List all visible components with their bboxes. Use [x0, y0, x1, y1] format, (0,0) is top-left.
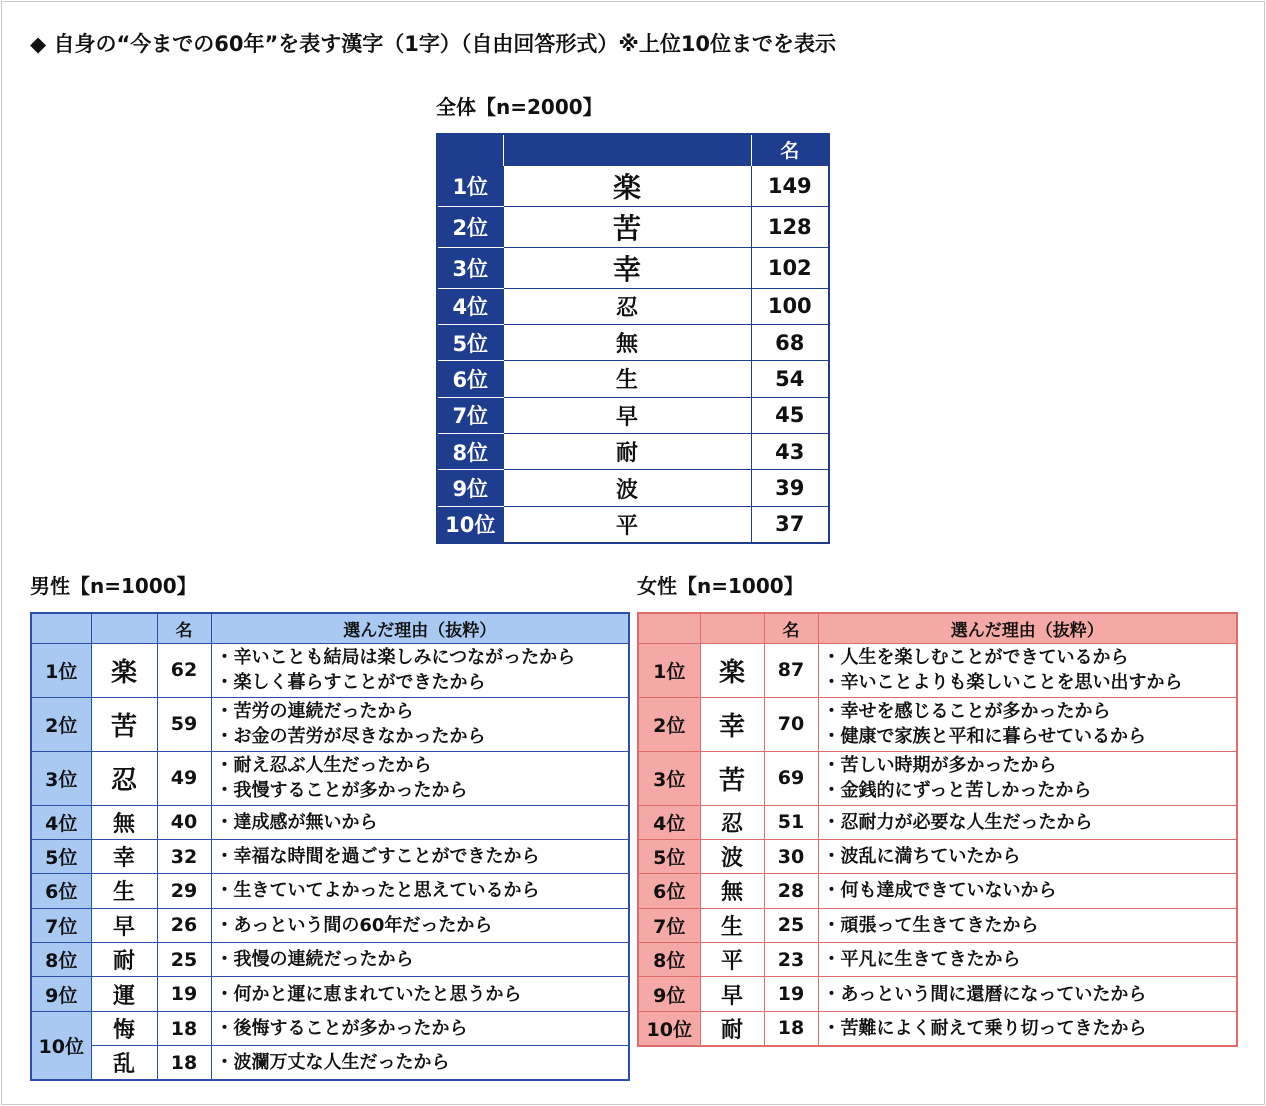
table-row	[437, 165, 829, 206]
reason-line: ・何も達成できていないから	[822, 880, 1057, 902]
kanji-cell: 波	[700, 839, 764, 873]
reason-line: ・金銭的にずっと苦しかったから	[822, 780, 1092, 801]
table-row	[437, 324, 829, 360]
table-row	[31, 839, 629, 873]
table-row	[638, 805, 1237, 839]
table-row	[437, 206, 829, 247]
reason-cell	[818, 751, 1237, 805]
reason-cell	[818, 1011, 1237, 1045]
page-title: ◆ 自身の“今までの60年”を表す漢字（1字）（自由回答形式）※上位10位までを表示	[30, 32, 837, 56]
reason-cell	[818, 977, 1237, 1011]
kanji-cell: 忍	[700, 805, 764, 839]
reason-header: 選んだ理由（抜粋）	[818, 613, 1237, 643]
reason-line: ・後悔することが多かったから	[215, 1018, 468, 1040]
rank-cell: 1位	[638, 643, 700, 697]
kanji-cell: 苦	[700, 751, 764, 805]
rank-cell: 2位	[437, 206, 503, 247]
kanji-cell: 平	[503, 506, 751, 542]
reason-line: ・我慢の連続だったから	[215, 949, 414, 971]
kanji-cell: 生	[91, 874, 157, 908]
reason-line: ・幸せを感じることが多かったから	[822, 701, 1111, 722]
kanji-cell: 早	[700, 977, 764, 1011]
table-row	[638, 1011, 1237, 1045]
kanji-cell: 忍	[503, 288, 751, 324]
table-row	[638, 874, 1237, 908]
table-row	[638, 977, 1237, 1011]
reason-line: ・頑張って生きてきたから	[822, 914, 1039, 936]
count-cell: 45	[751, 397, 829, 433]
count-header: 名	[157, 613, 211, 643]
kanji-cell: 幸	[91, 839, 157, 873]
table-row	[638, 643, 1237, 697]
count-cell: 68	[751, 324, 829, 360]
male-ranking-table	[30, 612, 630, 1081]
rank-cell: 3位	[437, 247, 503, 288]
kanji-header	[503, 134, 751, 165]
count-cell: 100	[751, 288, 829, 324]
reason-cell	[818, 943, 1237, 977]
kanji-cell: 生	[503, 361, 751, 397]
reason-cell	[211, 751, 629, 805]
kanji-cell: 運	[91, 977, 157, 1011]
reason-cell	[211, 1046, 629, 1080]
table-row	[638, 943, 1237, 977]
reason-line: ・辛いことも結局は楽しみにつながったから	[215, 647, 576, 668]
kanji-cell: 耐	[91, 943, 157, 977]
reason-cell	[211, 943, 629, 977]
reason-line: ・生きていてよかったと思えているから	[215, 880, 540, 902]
kanji-cell: 乱	[91, 1046, 157, 1080]
reason-cell	[211, 1011, 629, 1045]
count-cell: 37	[751, 506, 829, 542]
kanji-cell: 耐	[503, 434, 751, 470]
rank-cell: 1位	[437, 165, 503, 206]
count-cell: 32	[157, 839, 211, 873]
rank-cell: 3位	[638, 751, 700, 805]
table-row	[638, 697, 1237, 751]
kanji-cell: 楽	[700, 643, 764, 697]
rank-cell: 5位	[437, 324, 503, 360]
reason-line: ・苦難によく耐えて乗り切ってきたから	[822, 1017, 1147, 1039]
kanji-cell: 早	[91, 908, 157, 942]
reason-cell	[211, 977, 629, 1011]
kanji-cell: 忍	[91, 751, 157, 805]
table-row	[31, 697, 629, 751]
count-cell: 59	[157, 697, 211, 751]
count-cell: 54	[751, 361, 829, 397]
count-cell: 128	[751, 206, 829, 247]
reason-line: ・苦労の連続だったから	[215, 701, 414, 722]
count-cell: 30	[764, 839, 818, 873]
count-cell: 49	[157, 751, 211, 805]
rank-cell: 5位	[31, 839, 91, 873]
reason-cell	[211, 874, 629, 908]
rank-cell: 10位	[437, 506, 503, 542]
reason-cell	[211, 805, 629, 839]
rank-cell: 9位	[638, 977, 700, 1011]
reason-cell	[211, 697, 629, 751]
count-cell: 18	[764, 1011, 818, 1045]
count-cell: 39	[751, 470, 829, 506]
rank-cell: 4位	[437, 288, 503, 324]
rank-cell: 5位	[638, 839, 700, 873]
kanji-cell: 幸	[503, 247, 751, 288]
kanji-cell: 無	[91, 805, 157, 839]
rank-cell: 8位	[31, 943, 91, 977]
count-cell: 40	[157, 805, 211, 839]
rank-header	[638, 613, 700, 643]
reason-line: ・健康で家族と平和に暮らせているから	[822, 726, 1146, 747]
reason-line: ・幸福な時間を過ごすことができたから	[215, 846, 540, 868]
table-row	[437, 470, 829, 506]
table-row	[437, 247, 829, 288]
count-cell: 29	[157, 874, 211, 908]
reason-line: ・波瀾万丈な人生だったから	[215, 1052, 450, 1074]
table-row	[31, 805, 629, 839]
table-row	[437, 288, 829, 324]
rank-header	[437, 134, 503, 165]
count-cell: 25	[764, 908, 818, 942]
kanji-cell: 早	[503, 397, 751, 433]
count-cell: 43	[751, 434, 829, 470]
overall-ranking-table	[436, 133, 830, 544]
rank-cell: 9位	[31, 977, 91, 1011]
rank-cell: 6位	[638, 874, 700, 908]
reason-cell	[818, 643, 1237, 697]
reason-cell	[211, 643, 629, 697]
reason-cell	[211, 908, 629, 942]
table-row	[31, 1046, 629, 1080]
kanji-cell: 無	[700, 874, 764, 908]
reason-line: ・あっという間に還暦になっていたから	[822, 983, 1147, 1005]
kanji-header	[91, 613, 157, 643]
kanji-cell: 生	[700, 908, 764, 942]
count-cell: 62	[157, 643, 211, 697]
reason-line: ・苦しい時期が多かったから	[822, 755, 1057, 776]
reason-cell	[818, 908, 1237, 942]
reason-cell	[818, 839, 1237, 873]
reason-line: ・お金の苦労が尽きなかったから	[215, 726, 486, 747]
table-row	[31, 977, 629, 1011]
table-row	[31, 874, 629, 908]
count-header: 名	[764, 613, 818, 643]
kanji-cell: 耐	[700, 1011, 764, 1045]
reason-line: ・あっという間の60年だったから	[215, 914, 493, 936]
reason-line: ・辛いことよりも楽しいことを思い出すから	[822, 672, 1183, 693]
reason-line: ・楽しく暮らすことができたから	[215, 672, 486, 693]
reason-line: ・人生を楽しむことができているから	[822, 647, 1129, 668]
count-cell: 51	[764, 805, 818, 839]
rank-cell: 7位	[638, 908, 700, 942]
kanji-header	[700, 613, 764, 643]
count-cell: 19	[157, 977, 211, 1011]
rank-header	[31, 613, 91, 643]
table-row	[638, 839, 1237, 873]
male-caption: 男性【n=1000】	[30, 574, 197, 598]
reason-line: ・平凡に生きてきたから	[822, 949, 1021, 971]
rank-cell: 2位	[31, 697, 91, 751]
kanji-cell: 悔	[91, 1011, 157, 1045]
reason-cell	[818, 874, 1237, 908]
female-caption: 女性【n=1000】	[637, 574, 804, 598]
rank-cell: 1位	[31, 643, 91, 697]
rank-cell: 2位	[638, 697, 700, 751]
table-row	[437, 506, 829, 542]
table-row	[437, 434, 829, 470]
table-row	[437, 361, 829, 397]
overall-caption: 全体【n=2000】	[436, 95, 603, 119]
kanji-cell: 楽	[91, 643, 157, 697]
count-cell: 28	[764, 874, 818, 908]
reason-line: ・耐え忍ぶ人生だったから	[215, 755, 432, 776]
count-cell: 23	[764, 943, 818, 977]
kanji-cell: 苦	[503, 206, 751, 247]
rank-cell: 7位	[437, 397, 503, 433]
reason-line: ・忍耐力が必要な人生だったから	[822, 811, 1093, 833]
female-ranking-table	[637, 612, 1238, 1047]
reason-line: ・達成感が無いから	[215, 811, 378, 833]
table-row	[437, 397, 829, 433]
rank-cell: 8位	[437, 434, 503, 470]
rank-cell: 10位	[31, 1011, 91, 1080]
count-header: 名	[751, 134, 829, 165]
count-cell: 25	[157, 943, 211, 977]
rank-cell: 4位	[31, 805, 91, 839]
table-row	[31, 643, 629, 697]
count-cell: 26	[157, 908, 211, 942]
kanji-cell: 平	[700, 943, 764, 977]
reason-line: ・我慢することが多かったから	[215, 780, 468, 801]
reason-cell	[818, 805, 1237, 839]
count-cell: 149	[751, 165, 829, 206]
rank-cell: 6位	[31, 874, 91, 908]
count-cell: 19	[764, 977, 818, 1011]
rank-cell: 8位	[638, 943, 700, 977]
table-header-row	[31, 613, 629, 643]
count-cell: 102	[751, 247, 829, 288]
table-row	[31, 908, 629, 942]
count-cell: 69	[764, 751, 818, 805]
table-row	[31, 751, 629, 805]
rank-cell: 7位	[31, 908, 91, 942]
rank-cell: 10位	[638, 1011, 700, 1045]
count-cell: 70	[764, 697, 818, 751]
reason-cell	[818, 697, 1237, 751]
table-row	[638, 751, 1237, 805]
table-header-row	[437, 134, 829, 165]
table-row	[31, 943, 629, 977]
rank-cell: 6位	[437, 361, 503, 397]
count-cell: 87	[764, 643, 818, 697]
table-row	[638, 908, 1237, 942]
kanji-cell: 苦	[91, 697, 157, 751]
reason-header: 選んだ理由（抜粋）	[211, 613, 629, 643]
reason-line: ・何かと運に恵まれていたと思うから	[215, 983, 522, 1005]
count-cell: 18	[157, 1011, 211, 1045]
reason-line: ・波乱に満ちていたから	[822, 846, 1021, 868]
count-cell: 18	[157, 1046, 211, 1080]
rank-cell: 9位	[437, 470, 503, 506]
rank-cell: 4位	[638, 805, 700, 839]
table-header-row	[638, 613, 1237, 643]
reason-cell	[211, 839, 629, 873]
kanji-cell: 波	[503, 470, 751, 506]
table-row	[31, 1011, 629, 1045]
kanji-cell: 楽	[503, 165, 751, 206]
kanji-cell: 幸	[700, 697, 764, 751]
rank-cell: 3位	[31, 751, 91, 805]
kanji-cell: 無	[503, 324, 751, 360]
